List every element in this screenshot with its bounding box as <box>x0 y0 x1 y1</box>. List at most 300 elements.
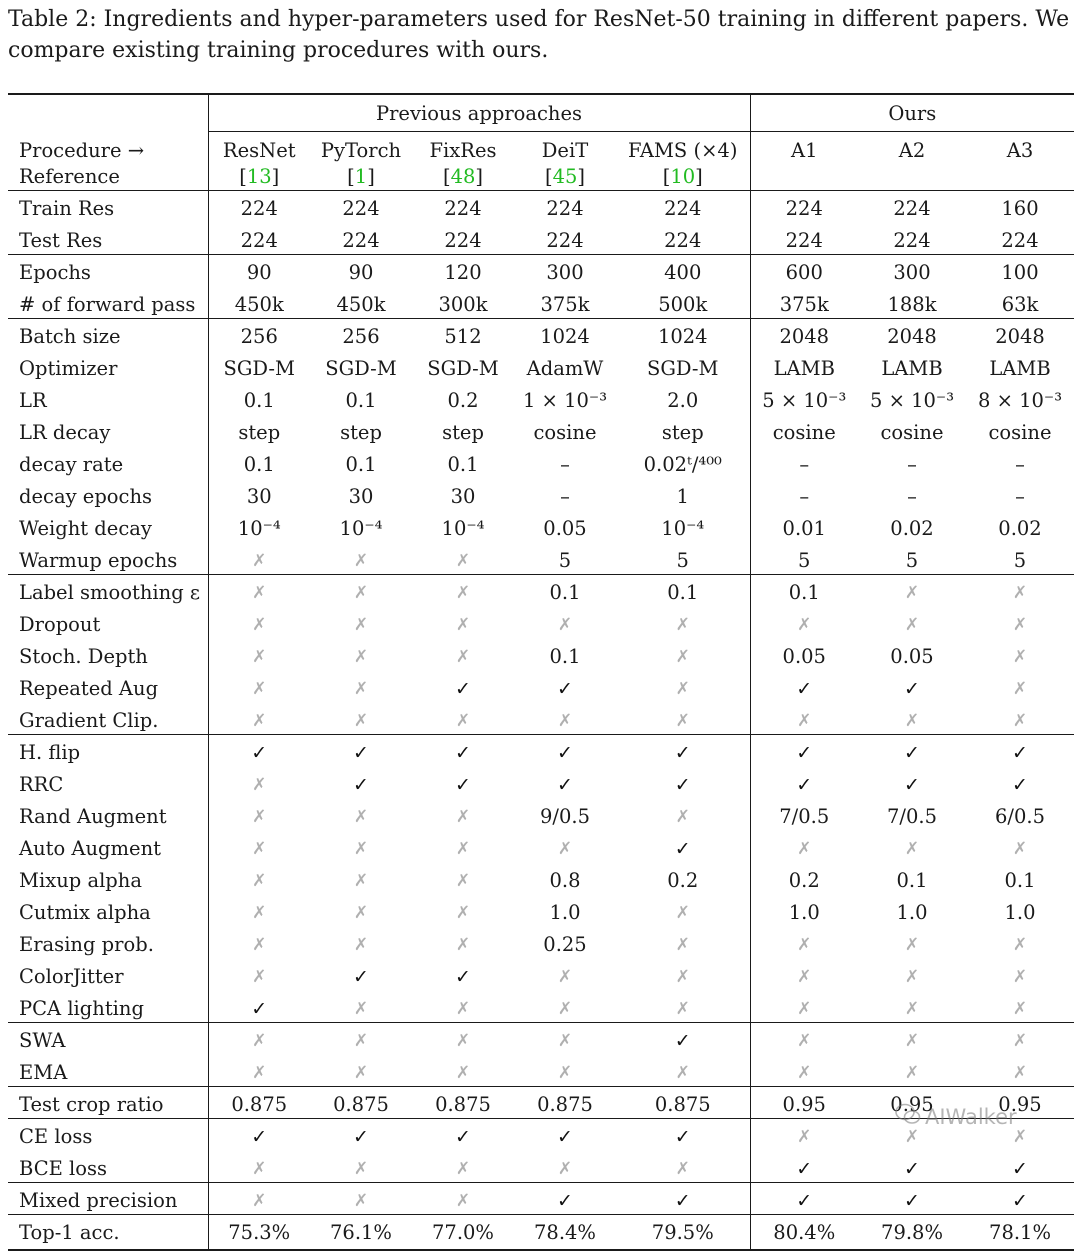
table-cell: 300 <box>514 255 616 287</box>
row-label-decay-epochs: decay epochs <box>8 478 208 510</box>
table-cell: SGD-M <box>616 350 750 382</box>
col-name-deit: DeiT <box>541 139 589 162</box>
table-caption: Table 2: Ingredients and hyper-parameters used for ResNet-50 training in different papers. We compare existing training procedures with ours. <box>8 7 1070 63</box>
bracket-close: ] <box>475 165 484 188</box>
cross-icon: ✗ <box>252 1159 267 1179</box>
cross-icon: ✗ <box>858 1119 966 1151</box>
table-cell: 0.05 <box>890 645 934 668</box>
table-cell: 1.0 <box>549 901 581 924</box>
hyperparameter-table <box>8 93 1074 1251</box>
table-cell: 375k <box>540 293 590 316</box>
cross-icon: ✗ <box>252 839 267 859</box>
cross-icon: ✗ <box>412 1183 514 1215</box>
table-cell: step <box>340 421 382 444</box>
table-cell: 1024 <box>514 319 616 351</box>
table-cell: 224 <box>412 191 514 223</box>
cross-icon: ✗ <box>616 702 750 735</box>
row-label-swa: SWA <box>8 1023 208 1055</box>
table-cell: 224 <box>342 229 380 252</box>
table-row <box>8 255 1074 287</box>
cross-icon: ✗ <box>1012 615 1028 635</box>
table-cell: 600 <box>750 255 858 287</box>
check-icon: ✓ <box>208 735 310 767</box>
check-icon: ✓ <box>796 774 813 796</box>
check-icon: ✓ <box>966 1183 1074 1215</box>
cross-icon: ✗ <box>904 615 920 635</box>
cross-icon: ✗ <box>797 711 812 731</box>
cross-icon: ✗ <box>616 670 750 702</box>
table-cell: 7/0.5 <box>779 805 830 828</box>
cross-icon: ✗ <box>412 1023 514 1055</box>
cross-icon: ✗ <box>353 647 369 667</box>
table-cell: – <box>1015 453 1025 476</box>
cross-icon: ✗ <box>616 894 750 926</box>
cross-icon: ✗ <box>557 1063 573 1083</box>
table-cell: step <box>616 414 750 446</box>
cross-icon: ✗ <box>797 839 812 859</box>
table-cell: 224 <box>208 191 310 223</box>
table-row <box>8 830 1074 862</box>
table-cell: 90 <box>310 255 412 287</box>
row-label-label-smoothing: Label smoothing ε <box>8 575 208 607</box>
table-cell: 90 <box>208 255 310 287</box>
cross-icon: ✗ <box>904 711 920 731</box>
table-cell: SGD-M <box>223 357 295 380</box>
table-cell: LAMB <box>989 357 1051 380</box>
table-cell: 224 <box>1001 229 1039 252</box>
procedure-row <box>8 132 1074 165</box>
cross-icon: ✗ <box>557 839 573 859</box>
cross-icon: ✗ <box>904 999 920 1019</box>
check-icon: ✓ <box>616 1183 750 1215</box>
row-label-colorjitter: ColorJitter <box>8 958 208 990</box>
table-row <box>8 575 1074 607</box>
row-label-cutmix-alpha: Cutmix alpha <box>8 894 208 926</box>
table-cell: 30 <box>450 485 476 508</box>
table-cell: 0.1 <box>1004 869 1036 892</box>
row-label-pca-lighting: PCA lighting <box>8 990 208 1023</box>
table-cell: LAMB <box>773 357 835 380</box>
table-cell: 6/0.5 <box>995 805 1046 828</box>
check-icon: ✓ <box>455 966 471 988</box>
table-cell: 256 <box>310 319 412 351</box>
check-icon: ✓ <box>858 735 966 767</box>
table-cell: 78.4% <box>514 1215 616 1251</box>
table-cell: – <box>799 485 810 508</box>
cross-icon: ✗ <box>252 1063 267 1083</box>
check-icon: ✓ <box>455 678 471 700</box>
check-icon: ✓ <box>514 735 616 767</box>
table-row <box>8 1023 1074 1055</box>
table-cell: step <box>238 421 281 444</box>
row-label-mixup-alpha: Mixup alpha <box>8 862 208 894</box>
table-row <box>8 542 1074 575</box>
table-cell: 300k <box>438 293 488 316</box>
table-cell: 0.1 <box>750 575 858 607</box>
table-cell: 0.2 <box>616 862 750 894</box>
table-cell: 0.1 <box>447 453 479 476</box>
bracket-open: [ <box>544 165 553 188</box>
cross-icon: ✗ <box>353 679 369 699</box>
table-cell: 0.05 <box>782 645 826 668</box>
table-row <box>8 958 1074 990</box>
cross-icon: ✗ <box>797 615 812 635</box>
check-icon: ✓ <box>904 774 920 796</box>
header-empty-cell <box>8 94 208 132</box>
check-icon: ✓ <box>412 735 514 767</box>
cross-icon: ✗ <box>616 638 750 670</box>
table-cell: 512 <box>412 319 514 351</box>
cross-icon: ✗ <box>353 935 369 955</box>
table-cell: step <box>442 421 484 444</box>
table-cell: 224 <box>240 229 278 252</box>
check-icon: ✓ <box>455 774 471 796</box>
table-cell: 10⁻⁴ <box>441 517 485 540</box>
table-cell: 78.1% <box>966 1215 1074 1251</box>
table-cell: – <box>799 453 810 476</box>
table-cell: 160 <box>966 191 1074 223</box>
row-label-train-res: Train Res <box>8 191 208 223</box>
table-cell: 79.5% <box>616 1215 750 1251</box>
table-cell: 224 <box>785 229 823 252</box>
table-cell: 2048 <box>858 319 966 351</box>
row-label-gradient-clip: Gradient Clip. <box>8 702 208 735</box>
table-cell: 8 × 10⁻³ <box>977 389 1063 412</box>
table-cell: 224 <box>616 222 750 255</box>
check-icon: ✓ <box>796 1158 813 1180</box>
table-cell: 450k <box>336 293 386 316</box>
cross-icon: ✗ <box>353 839 369 859</box>
table-row <box>8 286 1074 319</box>
cross-icon: ✗ <box>412 575 514 607</box>
table-cell: 5 × 10⁻³ <box>762 389 847 412</box>
table-cell: 1 <box>616 478 750 510</box>
table-cell: 2.0 <box>616 382 750 414</box>
table-cell: – <box>560 485 570 508</box>
table-cell: 0.1 <box>243 389 275 412</box>
table-cell: LAMB <box>881 357 943 380</box>
cross-icon: ✗ <box>557 999 573 1019</box>
table-cell: 0.95 <box>858 1087 966 1119</box>
cross-icon: ✗ <box>310 1183 412 1215</box>
cross-icon: ✗ <box>616 606 750 638</box>
check-icon: ✓ <box>750 1183 858 1215</box>
col-name-resnet: ResNet <box>222 139 296 162</box>
row-label-decay-rate: decay rate <box>8 446 208 478</box>
table-cell: 2048 <box>750 319 858 351</box>
table-row <box>8 702 1074 735</box>
table-cell: 10⁻⁴ <box>616 510 750 542</box>
cross-icon: ✗ <box>455 615 471 635</box>
table-cell: 500k <box>616 286 750 319</box>
cross-icon: ✗ <box>616 1054 750 1087</box>
cross-icon: ✗ <box>252 871 267 891</box>
previous-approaches-header: Previous approaches <box>208 94 750 132</box>
table-cell: 0.02ᵗ/⁴⁰⁰ <box>616 446 750 478</box>
row-label-weight-decay: Weight decay <box>8 510 208 542</box>
row-label-optimizer: Optimizer <box>8 350 208 382</box>
col-name-fams: FAMS (×4) <box>616 132 750 165</box>
row-label-mixed-precision: Mixed precision <box>8 1183 208 1215</box>
row-label-stoch-depth: Stoch. Depth <box>8 638 208 670</box>
cross-icon: ✗ <box>797 1063 812 1083</box>
table-cell: 0.25 <box>543 933 587 956</box>
table-cell: 0.1 <box>896 869 928 892</box>
check-icon: ✓ <box>966 735 1074 767</box>
cross-icon: ✗ <box>353 551 369 571</box>
row-label-dropout: Dropout <box>8 606 208 638</box>
reference-cell-empty <box>966 164 1074 191</box>
cross-icon: ✗ <box>858 575 966 607</box>
table-row <box>8 926 1074 958</box>
table-cell: 77.0% <box>412 1215 514 1251</box>
table-cell: cosine <box>988 421 1052 444</box>
cross-icon: ✗ <box>904 1063 920 1083</box>
cross-icon: ✗ <box>252 935 267 955</box>
check-icon: ✓ <box>616 1023 750 1055</box>
cross-icon: ✗ <box>1012 999 1028 1019</box>
table-cell: 30 <box>348 485 374 508</box>
cross-icon: ✗ <box>208 1023 310 1055</box>
row-label-warmup-epochs: Warmup epochs <box>8 542 208 575</box>
cross-icon: ✗ <box>966 575 1074 607</box>
row-label-rrc: RRC <box>8 766 208 798</box>
table-cell: – <box>907 485 917 508</box>
table-cell: 224 <box>310 191 412 223</box>
table-cell: 224 <box>546 229 584 252</box>
table-cell: cosine <box>533 421 597 444</box>
bracket-close: ] <box>577 165 586 188</box>
check-icon: ✓ <box>750 735 858 767</box>
table-row <box>8 1215 1074 1251</box>
table-cell: – <box>1015 485 1025 508</box>
check-icon: ✓ <box>208 1119 310 1151</box>
reference-cell <box>208 164 310 191</box>
bracket-close: ] <box>695 165 703 188</box>
reference-link-45[interactable]: 45 <box>552 165 578 188</box>
cross-icon: ✗ <box>455 1159 471 1179</box>
cross-icon: ✗ <box>252 711 267 731</box>
col-name-a3: A3 <box>1006 139 1034 162</box>
check-icon: ✓ <box>1012 1158 1028 1180</box>
cross-icon: ✗ <box>616 798 750 830</box>
table-row <box>8 446 1074 478</box>
table-cell: 5 <box>905 549 919 572</box>
cross-icon: ✗ <box>797 999 812 1019</box>
col-name-pytorch: PyTorch <box>320 139 402 162</box>
table-cell: 256 <box>208 319 310 351</box>
table-row <box>8 862 1074 894</box>
check-icon: ✓ <box>616 830 750 862</box>
cross-icon: ✗ <box>1012 967 1028 987</box>
row-label-repeated-aug: Repeated Aug <box>8 670 208 702</box>
cross-icon: ✗ <box>353 615 369 635</box>
cross-icon: ✗ <box>616 926 750 958</box>
reference-link-13[interactable]: 13 <box>246 165 272 188</box>
row-label-erasing-prob: Erasing prob. <box>8 926 208 958</box>
table-row <box>8 414 1074 446</box>
cross-icon: ✗ <box>904 935 920 955</box>
table-cell: 1.0 <box>788 901 820 924</box>
cross-icon: ✗ <box>252 775 267 795</box>
table-row <box>8 606 1074 638</box>
table-cell: 0.1 <box>514 575 616 607</box>
check-icon: ✓ <box>904 1158 920 1180</box>
cross-icon: ✗ <box>252 615 267 635</box>
table-cell: 0.8 <box>549 869 581 892</box>
cross-icon: ✗ <box>252 967 267 987</box>
table-cell: 0.05 <box>543 517 587 540</box>
row-label-ema: EMA <box>8 1054 208 1087</box>
table-cell: cosine <box>772 421 836 444</box>
cross-icon: ✗ <box>455 999 471 1019</box>
table-row <box>8 638 1074 670</box>
table-cell: 0.95 <box>750 1087 858 1119</box>
bracket-open: [ <box>442 165 451 188</box>
table-cell: 0.1 <box>549 645 581 668</box>
cross-icon: ✗ <box>966 1023 1074 1055</box>
cross-icon: ✗ <box>1012 1063 1028 1083</box>
table-row <box>8 350 1074 382</box>
cross-icon: ✗ <box>353 1159 369 1179</box>
table-cell: 224 <box>858 191 966 223</box>
table-cell: 375k <box>779 293 829 316</box>
row-label-of-forward-pass: # of forward pass <box>8 286 208 319</box>
check-icon: ✓ <box>353 966 369 988</box>
table-cell: 1 × 10⁻³ <box>522 389 608 412</box>
table-cell: 5 × 10⁻³ <box>869 389 955 412</box>
table-cell: SGD-M <box>325 357 397 380</box>
cross-icon: ✗ <box>208 1183 310 1215</box>
check-icon: ✓ <box>310 735 412 767</box>
cross-icon: ✗ <box>1012 679 1028 699</box>
row-label-epochs: Epochs <box>8 255 208 287</box>
table-container <box>8 93 1074 1251</box>
table-cell: 0.875 <box>514 1087 616 1119</box>
bracket-open: [ <box>662 165 671 188</box>
table-cell: 0.1 <box>345 389 377 412</box>
cross-icon: ✗ <box>455 647 471 667</box>
table-cell: 0.95 <box>966 1087 1074 1119</box>
table-cell: 2048 <box>966 319 1074 351</box>
table-cell: 120 <box>412 255 514 287</box>
table-row <box>8 191 1074 223</box>
cross-icon: ✗ <box>904 839 920 859</box>
table-cell: 5 <box>558 549 572 572</box>
cross-icon: ✗ <box>797 935 812 955</box>
bracket-open: [ <box>239 165 247 188</box>
wechat-icon <box>895 1101 921 1135</box>
table-cell: 0.1 <box>243 453 275 476</box>
table-cell: 10⁻⁴ <box>339 517 383 540</box>
row-label-test-crop-ratio: Test crop ratio <box>8 1087 208 1119</box>
reference-cell <box>514 164 616 191</box>
cross-icon: ✗ <box>455 1063 471 1083</box>
cross-icon: ✗ <box>966 1119 1074 1151</box>
cross-icon: ✗ <box>557 967 573 987</box>
table-cell: 400 <box>616 255 750 287</box>
table-cell: 0.875 <box>616 1087 750 1119</box>
table-cell: 0.875 <box>412 1087 514 1119</box>
check-icon: ✓ <box>796 678 813 700</box>
cross-icon: ✗ <box>353 903 369 923</box>
table-cell: 75.3% <box>208 1215 310 1251</box>
cross-icon: ✗ <box>904 967 920 987</box>
table-cell: 5 <box>616 542 750 575</box>
table-cell: 9/0.5 <box>540 805 590 828</box>
table-row <box>8 1054 1074 1087</box>
table-cell: 224 <box>444 229 482 252</box>
cross-icon: ✗ <box>557 615 573 635</box>
table-cell: 0.875 <box>208 1087 310 1119</box>
table-cell: 0.02 <box>890 517 934 540</box>
check-icon: ✓ <box>616 766 750 798</box>
table-cell: 1024 <box>616 319 750 351</box>
reference-row <box>8 164 1074 191</box>
table-cell: SGD-M <box>427 357 499 380</box>
cross-icon: ✗ <box>557 711 573 731</box>
cross-icon: ✗ <box>310 1023 412 1055</box>
cross-icon: ✗ <box>455 839 471 859</box>
check-icon: ✓ <box>251 998 268 1020</box>
row-label-top-1-acc: Top-1 acc. <box>8 1215 208 1251</box>
row-label-lr: LR <box>8 382 208 414</box>
table-row <box>8 222 1074 255</box>
reference-link-10[interactable]: 10 <box>670 165 696 188</box>
table-row <box>8 798 1074 830</box>
table-cell: 0.1 <box>345 453 377 476</box>
reference-link-48[interactable]: 48 <box>450 165 476 188</box>
cross-icon: ✗ <box>616 1150 750 1183</box>
table-row <box>8 478 1074 510</box>
table-cell: 224 <box>893 229 931 252</box>
reference-label: Reference <box>8 164 208 191</box>
col-name-a2: A2 <box>898 139 926 162</box>
table-cell: 0.02 <box>998 517 1042 540</box>
row-label-rand-augment: Rand Augment <box>8 798 208 830</box>
cross-icon: ✗ <box>616 990 750 1023</box>
watermark-text: AIWalker <box>925 1105 1017 1129</box>
table-row <box>8 1150 1074 1183</box>
table-cell: 188k <box>887 293 937 316</box>
check-icon: ✓ <box>557 678 573 700</box>
check-icon: ✓ <box>353 774 369 796</box>
check-icon: ✓ <box>557 774 573 796</box>
cross-icon: ✗ <box>797 967 812 987</box>
table-cell: 0.2 <box>447 389 479 412</box>
cross-icon: ✗ <box>557 1159 573 1179</box>
check-icon: ✓ <box>310 1119 412 1151</box>
cross-icon: ✗ <box>252 903 267 923</box>
cross-icon: ✗ <box>1012 935 1028 955</box>
cross-icon: ✗ <box>208 575 310 607</box>
table-cell: – <box>907 453 917 476</box>
table-cell: 1.0 <box>896 901 928 924</box>
cross-icon: ✗ <box>353 711 369 731</box>
table-row <box>8 894 1074 926</box>
cross-icon: ✗ <box>1012 647 1028 667</box>
reference-cell-empty <box>750 164 858 191</box>
check-icon: ✓ <box>616 735 750 767</box>
table-cell: – <box>560 453 570 476</box>
table-cell: 76.1% <box>310 1215 412 1251</box>
cross-icon: ✗ <box>455 903 471 923</box>
cross-icon: ✗ <box>1012 839 1028 859</box>
table-cell: 224 <box>750 191 858 223</box>
reference-cell <box>412 164 514 191</box>
cross-icon: ✗ <box>252 807 267 827</box>
reference-link-1[interactable]: 1 <box>354 165 368 188</box>
